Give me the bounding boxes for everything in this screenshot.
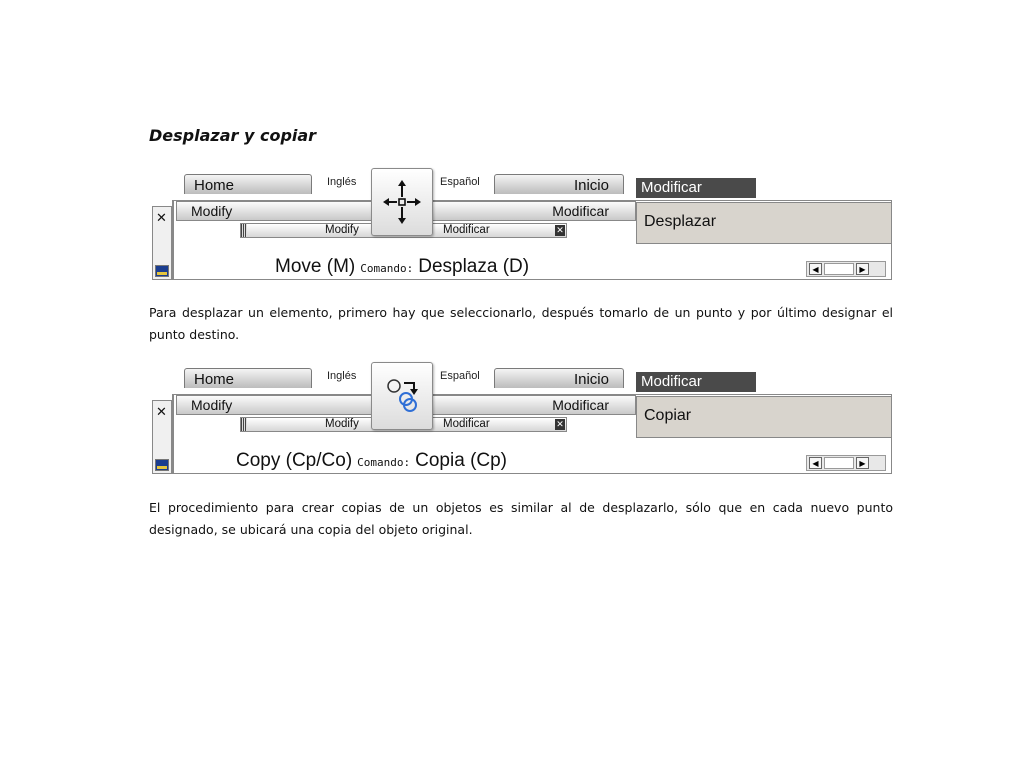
command-english: Move (M) bbox=[275, 256, 356, 277]
command-english: Copy (Cp/Co) bbox=[236, 450, 353, 471]
toolbar-label-english: Modify bbox=[325, 224, 359, 236]
section-title: Desplazar y copiar bbox=[149, 126, 317, 145]
scroll-right-icon[interactable]: ▶ bbox=[856, 263, 869, 275]
command-spanish: Copia (Cp) bbox=[415, 450, 508, 471]
toolbar-grip[interactable] bbox=[241, 224, 247, 237]
command-line bbox=[275, 256, 529, 278]
move-tool-button[interactable] bbox=[371, 168, 433, 236]
toolbar-label-spanish: Modificar bbox=[443, 224, 490, 236]
horizontal-scrollbar[interactable] bbox=[806, 261, 886, 277]
close-icon[interactable]: ✕ bbox=[156, 405, 167, 420]
menu-item-copiar[interactable]: Copiar bbox=[636, 396, 892, 438]
tab-inicio[interactable]: Inicio bbox=[494, 174, 624, 194]
scroll-right-icon[interactable]: ▶ bbox=[856, 457, 869, 469]
window-icon bbox=[155, 265, 169, 277]
toolbar-close-icon[interactable]: ✕ bbox=[556, 419, 564, 429]
horizontal-scrollbar[interactable] bbox=[806, 455, 886, 471]
window-icon bbox=[155, 459, 169, 471]
toolbar-label-spanish: Modificar bbox=[443, 418, 490, 430]
ribbon-label-spanish: Modificar bbox=[552, 397, 609, 413]
command-spanish: Desplaza (D) bbox=[418, 256, 530, 277]
menu-modificar[interactable]: Modificar bbox=[636, 372, 756, 392]
close-icon[interactable]: ✕ bbox=[156, 211, 167, 226]
tab-inicio[interactable]: Inicio bbox=[494, 368, 624, 388]
command-prompt-label: Comando: bbox=[357, 456, 411, 469]
label-english: Inglés bbox=[327, 176, 357, 188]
toolbar-close-icon[interactable]: ✕ bbox=[556, 225, 564, 235]
menu-item-desplazar[interactable]: Desplazar bbox=[636, 202, 892, 244]
copy-command-panel bbox=[150, 362, 894, 472]
paragraph-move: Para desplazar un elemento, primero hay que seleccionarlo, después tomarlo de un punto y por último designar el punto destino. bbox=[149, 305, 893, 342]
scroll-left-icon[interactable]: ◀ bbox=[809, 263, 822, 275]
label-spanish: Español bbox=[440, 176, 480, 188]
scroll-thumb[interactable] bbox=[824, 457, 854, 469]
ribbon-label-spanish: Modificar bbox=[552, 203, 609, 219]
move-command-panel bbox=[150, 168, 894, 278]
command-prompt-label: Comando: bbox=[360, 262, 414, 275]
ribbon-label-english: Modify bbox=[191, 203, 233, 219]
command-window-sidebar bbox=[152, 400, 172, 474]
copy-icon bbox=[372, 363, 432, 429]
paragraph-copy: El procedimiento para crear copias de un objetos es similar al de desplazarlo, sólo que en cada nuevo punto designado, se ubicará una copia del objeto original. bbox=[149, 500, 893, 537]
move-icon bbox=[372, 169, 432, 235]
label-english: Inglés bbox=[327, 370, 357, 382]
tab-home[interactable]: Home bbox=[184, 368, 312, 388]
ribbon-label-english: Modify bbox=[191, 397, 233, 413]
command-window-sidebar bbox=[152, 206, 172, 280]
toolbar-label-english: Modify bbox=[325, 418, 359, 430]
menu-modificar[interactable]: Modificar bbox=[636, 178, 756, 198]
scroll-left-icon[interactable]: ◀ bbox=[809, 457, 822, 469]
copy-tool-button[interactable] bbox=[371, 362, 433, 430]
scroll-thumb[interactable] bbox=[824, 263, 854, 275]
label-spanish: Español bbox=[440, 370, 480, 382]
tab-home[interactable]: Home bbox=[184, 174, 312, 194]
command-line bbox=[236, 450, 507, 472]
toolbar-grip[interactable] bbox=[241, 418, 247, 431]
